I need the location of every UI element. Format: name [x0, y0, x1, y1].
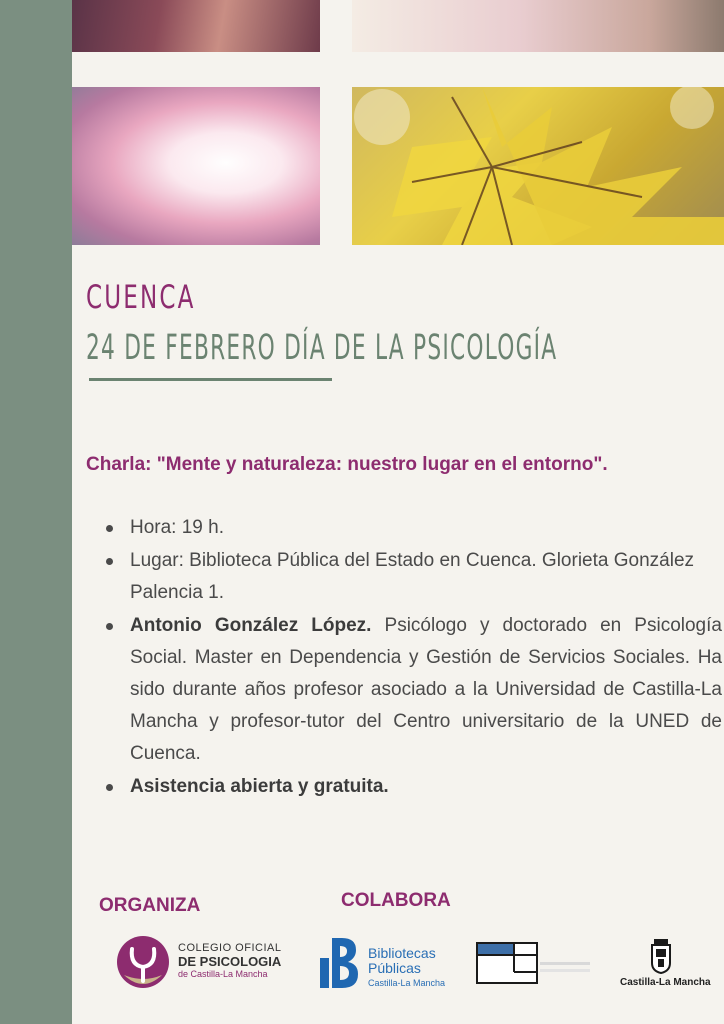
city-title: CUENCA	[86, 278, 196, 316]
header-photo-blossom	[72, 87, 320, 245]
bibliotecas-logo-icon	[320, 938, 360, 988]
header-photo-top-right	[352, 0, 724, 52]
colegio-line-2: DE PSICOLOGIA	[178, 954, 282, 969]
list-item-asistencia	[130, 771, 722, 803]
hora-text: Hora: 19 h.	[130, 517, 224, 538]
castilla-la-mancha-label: Castilla-La Mancha	[620, 977, 711, 988]
header-photo-top-left	[72, 0, 320, 52]
bibliotecas-line-1: Bibliotecas	[368, 945, 436, 961]
list-item-hora	[130, 512, 722, 544]
bibliotecas-line-3: Castilla-La Mancha	[368, 978, 446, 988]
colabora-heading: COLABORA	[341, 890, 451, 911]
event-details-list	[100, 512, 722, 804]
event-title: 24 DE FEBRERO DÍA DE LA PSICOLOGÍA	[86, 328, 558, 368]
organiza-heading: ORGANIZA	[99, 895, 201, 916]
title-divider	[89, 378, 332, 381]
bibliotecas-text	[368, 946, 445, 991]
speaker-name: Antonio González López.	[130, 615, 372, 636]
bibliotecas-line-2: Públicas	[368, 960, 421, 976]
list-item-speaker	[130, 610, 722, 770]
castilla-la-mancha-shield-icon	[640, 937, 682, 975]
colegio-psicologia-logo-icon	[116, 935, 170, 989]
asistencia-text: Asistencia abierta y gratuita.	[130, 776, 389, 797]
left-sidebar-band	[0, 0, 72, 1024]
red-bibliotecas-logo-icon	[476, 942, 592, 984]
colegio-psicologia-text	[178, 942, 281, 981]
colegio-line-3: de Castilla-La Mancha	[178, 969, 268, 979]
talk-title: Charla: "Mente y naturaleza: nuestro lugar en el entorno".	[86, 454, 608, 475]
speaker-bio: Psicólogo y doctorado en Psicología Social. Master en Dependencia y Gestión de Servicios Sociales. Ha sido durante años profesor asociado a la Universidad de Castilla-La Mancha y profesor-tutor del Centro universitario de la UNED de Cuenca.	[130, 615, 722, 764]
header-photo-leaf	[352, 87, 724, 245]
lugar-text: Lugar: Biblioteca Pública del Estado en Cuenca. Glorieta González Palencia 1.	[130, 550, 695, 603]
colegio-line-1: COLEGIO OFICIAL	[178, 942, 282, 954]
list-item-lugar	[130, 545, 722, 609]
